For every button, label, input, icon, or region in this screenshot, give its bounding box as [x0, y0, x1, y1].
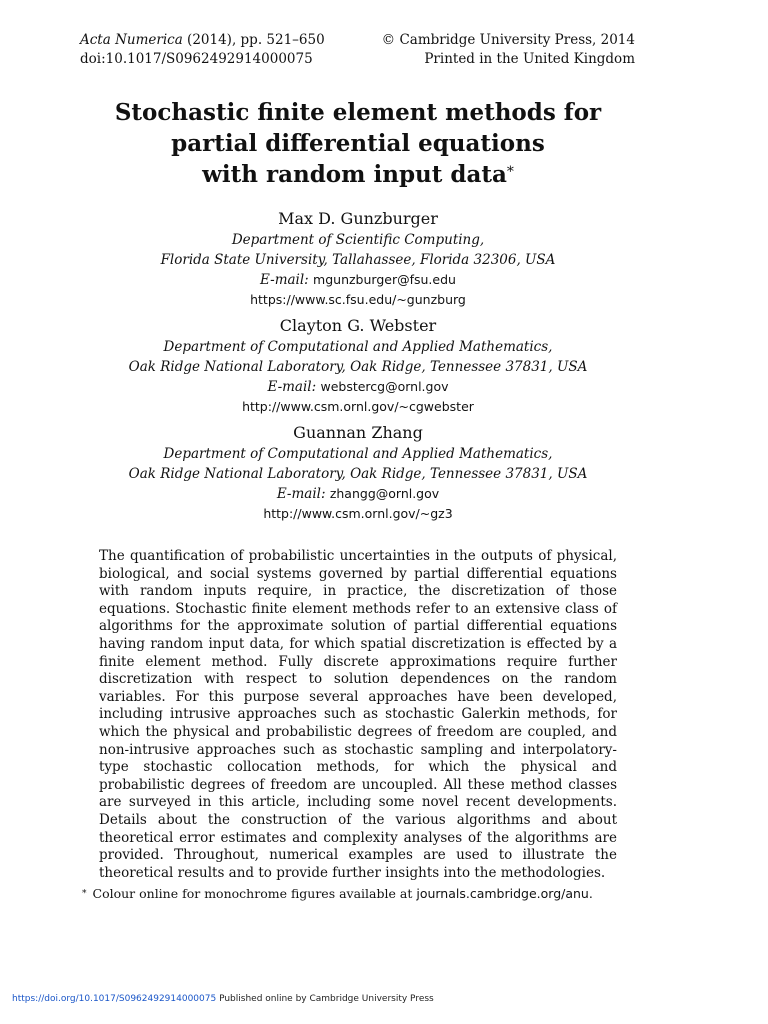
footnote-link[interactable]: journals.cambridge.org/anu. [416, 886, 593, 901]
author-url[interactable]: http://www.csm.ornl.gov/~cgwebster [242, 399, 474, 414]
author-institution: Oak Ridge National Laboratory, Oak Ridge, Tennessee 37831, USA [128, 359, 588, 375]
author-email[interactable]: zhangg@ornl.gov [329, 486, 440, 501]
author-department: Department of Computational and Applied Mathematics, [163, 446, 553, 462]
published-online: Published online by Cambridge University Press [216, 994, 434, 1004]
author-name: Guannan Zhang [293, 423, 423, 442]
email-label: E-mail: [260, 272, 309, 288]
email-label: E-mail: [276, 486, 326, 502]
author-list [80, 208, 636, 529]
author-name: Clayton G. Webster [279, 316, 437, 335]
journal-year-pages: (2014), pp. 521–650 [182, 32, 325, 48]
author-block [80, 208, 636, 310]
email-label: E-mail: [267, 379, 317, 395]
doi: doi:10.1017/S0962492914000075 [80, 51, 313, 67]
copyright: © Cambridge University Press, 2014 [381, 32, 635, 48]
doi-link[interactable]: https://doi.org/10.1017/S0962492914000075 [12, 994, 217, 1004]
paper-title [80, 97, 636, 190]
journal-name: Acta Numerica [80, 32, 183, 48]
title-footnote-mark: * [506, 164, 514, 180]
abstract: The quantification of probabilistic uncertainties in the outputs of physical, biological, and social systems governed by partial differential equations with random inputs require, in practice, the discretization of those equations. Stochastic finite element methods refer to an extensive class of algorithms for the approximate solution of partial differential equations having random input data, for which spatial discretization is effected by a finite element method. Fully discrete approximations require further discretization with respect to solution dependences on the random variables. For this purpose several approaches have been developed, including intrusive approaches such as stochastic Galerkin methods, for which the physical and probabilistic degrees of freedom are coupled, and non-intrusive approaches such as stochastic sampling and interpolatory-type stochastic collocation methods, for which the physical and probabilistic degrees of freedom are uncoupled. All these method classes are surveyed in this article, including some novel recent developments. Details about the construction of the various algorithms and about theoretical error estimates and complexity analyses of the algorithms are provided. Throughout, numerical examples are used to illustrate the theoretical results and to provide further insights into the methodologies. [99, 548, 617, 881]
author-url[interactable]: http://www.csm.ornl.gov/~gz3 [263, 506, 453, 521]
author-department: Department of Scientific Computing, [231, 232, 485, 248]
title-line-1: Stochastic finite element methods for [114, 99, 602, 126]
title-line-2: partial differential equations [171, 130, 545, 157]
footnote [82, 886, 593, 902]
publisher-info [382, 31, 635, 69]
author-email[interactable]: webstercg@ornl.gov [320, 379, 449, 394]
author-block [80, 315, 636, 417]
author-url[interactable]: https://www.sc.fsu.edu/~gunzburg [250, 292, 466, 307]
author-institution: Oak Ridge National Laboratory, Oak Ridge, Tennessee 37831, USA [128, 466, 588, 482]
author-institution: Florida State University, Tallahassee, Florida 32306, USA [160, 252, 556, 268]
footnote-mark: * [82, 889, 87, 899]
author-email[interactable]: mgunzburger@fsu.edu [313, 272, 456, 287]
author-block [80, 422, 636, 524]
journal-citation [80, 31, 325, 69]
author-department: Department of Computational and Applied Mathematics, [163, 339, 553, 355]
footnote-text: Colour online for monochrome figures available at [92, 886, 413, 901]
author-name: Max D. Gunzburger [278, 209, 438, 228]
printed-in: Printed in the United Kingdom [424, 51, 635, 67]
page-footer [12, 993, 434, 1005]
title-line-3: with random input data [202, 161, 507, 188]
